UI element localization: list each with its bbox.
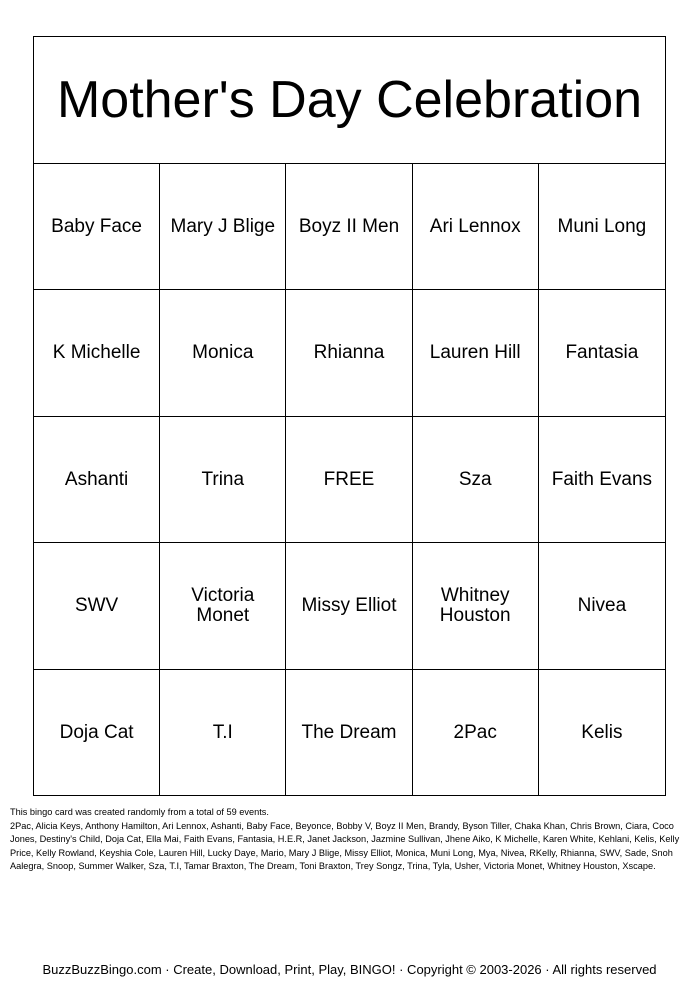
bingo-cell: Ashanti <box>34 417 160 543</box>
bingo-cell: Faith Evans <box>539 417 665 543</box>
bingo-cell: Nivea <box>539 543 665 669</box>
bingo-cell: Lauren Hill <box>413 290 539 416</box>
note-intro: This bingo card was created randomly from a total of 59 events. <box>10 807 269 817</box>
bingo-cell: Ari Lennox <box>413 164 539 290</box>
site-footer: BuzzBuzzBingo.com · Create, Download, Print, Play, BINGO! · Copyright © 2003-2026 · All rights reserved <box>42 962 657 977</box>
bingo-cell: T.I <box>160 670 286 796</box>
bingo-grid <box>34 164 665 796</box>
bingo-cell: Mary J Blige <box>160 164 286 290</box>
bingo-cell: K Michelle <box>34 290 160 416</box>
bingo-cell: Missy Elliot <box>286 543 412 669</box>
bingo-cell: Fantasia <box>539 290 665 416</box>
card-title: Mother's Day Celebration <box>34 37 665 164</box>
bingo-cell: SWV <box>34 543 160 669</box>
bingo-cell: Rhianna <box>286 290 412 416</box>
bingo-cell: Trina <box>160 417 286 543</box>
bingo-cell: Baby Face <box>34 164 160 290</box>
note-event-list: 2Pac, Alicia Keys, Anthony Hamilton, Ari Lennox, Ashanti, Baby Face, Beyonce, Bobby V, Boyz II Men, Brandy, Byson Tiller, Chaka Khan, Chris Brown, Ciara, Coco Jones, Destiny's Child, Doja Cat, Ella Mai, Faith Evans, Fantasia, H.E.R, Janet Jackson, Jazmine Sullivan, Jhene Aiko, K Michelle, Karen White, Kehlani, Kelis, Kelly Price, Kelly Rowland, Keyshia Cole, Lauren Hill, Lucky Daye, Mario, Mary J Blige, Missy Elliot, Monica, Muni Long, Mya, Nivea, RKelly, Rhianna, SWV, Sade, Snoh Aalegra, Snoop, Summer Walker, Sza, T.I, Tamar Braxton, The Dream, Toni Braxton, Trey Songz, Trina, Tyla, Usher, Victoria Monet, Whitney Houston, Xscape. <box>10 820 680 872</box>
bingo-cell: Victoria Monet <box>160 543 286 669</box>
bingo-cell: Kelis <box>581 721 623 743</box>
event-list-note <box>10 806 690 874</box>
free-space-cell: FREE <box>286 417 412 543</box>
bingo-cell: Monica <box>160 290 286 416</box>
bingo-cell: Muni Long <box>539 164 665 290</box>
bingo-cell: Whitney Houston <box>413 543 539 669</box>
bingo-cell: The Dream <box>286 670 412 796</box>
bingo-cell: 2Pac <box>413 670 539 796</box>
bingo-card <box>33 36 666 796</box>
bingo-cell: Sza <box>413 417 539 543</box>
bingo-cell: Boyz II Men <box>286 164 412 290</box>
bingo-cell: Doja Cat <box>34 670 160 796</box>
